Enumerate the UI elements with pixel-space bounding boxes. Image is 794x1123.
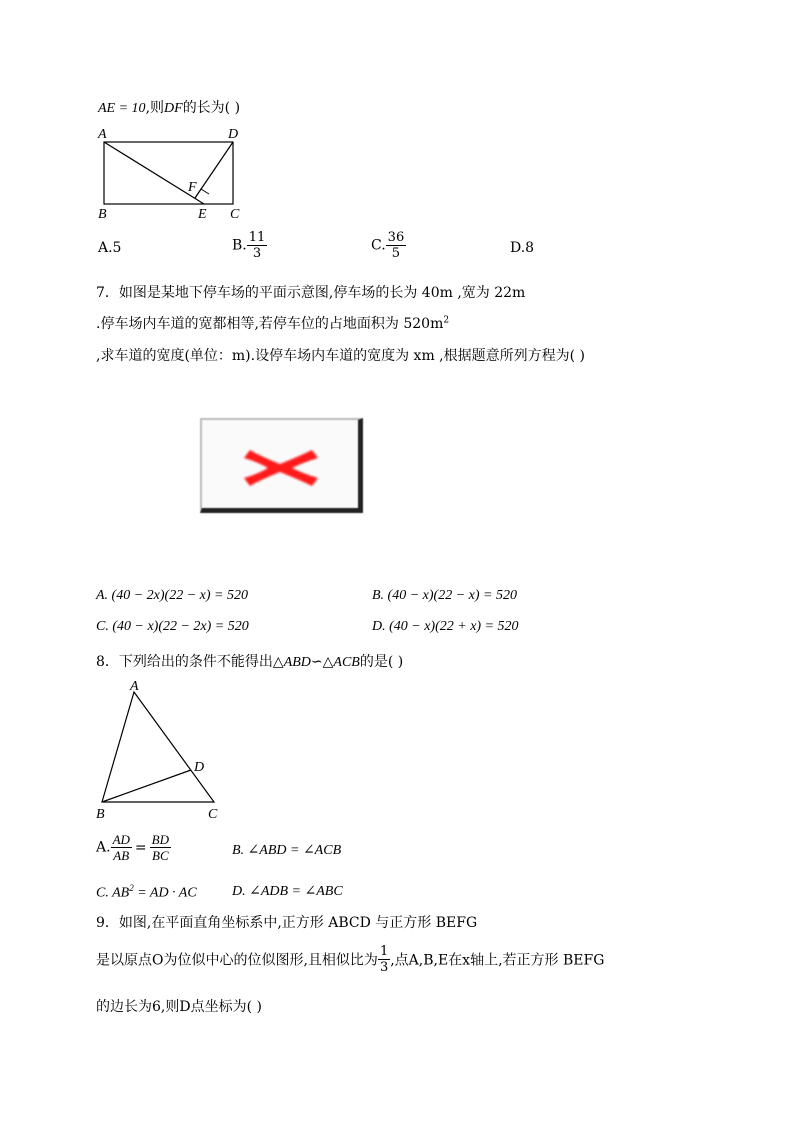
q8-option-a-prefix: A. bbox=[96, 839, 111, 856]
broken-image-x-icon bbox=[200, 418, 360, 510]
q9-ratio-fraction bbox=[378, 944, 390, 975]
q6-option-c-prefix: C. bbox=[371, 237, 386, 254]
q8-stem bbox=[96, 651, 403, 671]
fraction-numerator: BD bbox=[151, 832, 169, 847]
q8-option-c-prefix: C. AB bbox=[96, 885, 130, 901]
fraction-numerator: AD bbox=[112, 832, 130, 847]
q7-area-exponent: 2 bbox=[443, 315, 450, 326]
equals-sign: = bbox=[134, 839, 147, 856]
label-f: F bbox=[188, 180, 197, 195]
q6-option-c-fraction bbox=[386, 230, 407, 261]
q8-option-c[interactable] bbox=[96, 883, 197, 902]
q6-stem bbox=[98, 97, 240, 117]
q8-option-a-fraction-2 bbox=[150, 832, 171, 863]
segment-bd bbox=[102, 770, 191, 802]
q8-option-a[interactable] bbox=[96, 832, 171, 863]
q8-option-c-exponent: 2 bbox=[129, 883, 134, 893]
fraction-numerator: 11 bbox=[248, 230, 266, 245]
q6-option-b[interactable] bbox=[232, 230, 267, 261]
fraction-denominator: 3 bbox=[252, 246, 262, 261]
q9-line-2-suffix: ,点A,B,E在x轴上,若正方形 BEFG bbox=[390, 952, 605, 969]
right-angle-mark bbox=[195, 189, 209, 198]
q9-line-2-prefix: 是以原点O为位似中心的位似图形,且相似比为 bbox=[96, 952, 378, 969]
q9-line-1: 9．如图,在平面直角坐标系中,正方形 ABCD 与正方形 BEFG bbox=[96, 915, 478, 931]
q8-option-d[interactable]: D. ∠ADB = ∠ABC bbox=[232, 884, 343, 899]
fraction-denominator: 5 bbox=[391, 246, 401, 261]
q6-stem-length: 的长为( ) bbox=[182, 100, 241, 116]
label-a: A bbox=[98, 127, 107, 142]
fraction-denominator: AB bbox=[113, 848, 130, 863]
q8-option-b[interactable]: B. ∠ABD = ∠ACB bbox=[232, 843, 342, 858]
q7-line-2 bbox=[96, 313, 449, 333]
q6-option-b-fraction bbox=[247, 230, 268, 261]
fraction-denominator: BC bbox=[152, 848, 169, 863]
label-d: D bbox=[194, 760, 205, 775]
q6-option-b-prefix: B. bbox=[232, 237, 247, 254]
q7-option-b[interactable]: B. (40 − x)(22 − x) = 520 bbox=[372, 588, 517, 603]
label-a: A bbox=[130, 679, 139, 694]
q8-triangle-figure bbox=[90, 676, 230, 826]
q8-option-c-rest: = AD · AC bbox=[133, 885, 197, 901]
label-e: E bbox=[198, 207, 207, 222]
q7-option-a[interactable]: A. (40 − 2x)(22 − x) = 520 bbox=[96, 588, 248, 603]
q6-stem-df: DF bbox=[164, 101, 183, 116]
rectangle-abcd bbox=[104, 142, 233, 204]
q6-rectangle-figure bbox=[90, 124, 250, 224]
broken-image-placeholder bbox=[200, 418, 360, 510]
q8-stem-similarity: △ABD∽△ACB bbox=[272, 655, 360, 670]
q7-option-c[interactable]: C. (40 − x)(22 − 2x) = 520 bbox=[96, 619, 249, 634]
q7-option-d[interactable]: D. (40 − x)(22 + x) = 520 bbox=[372, 619, 519, 634]
q6-stem-then: ,则 bbox=[145, 100, 165, 116]
q8-stem-suffix: 的是( ) bbox=[359, 654, 404, 670]
red-x-shape bbox=[244, 450, 318, 486]
triangle-abc bbox=[102, 692, 214, 802]
q9-line-3: 的边长为6,则D点坐标为( ) bbox=[96, 999, 262, 1015]
label-b: B bbox=[96, 807, 105, 822]
q6-option-a[interactable]: A.5 bbox=[98, 240, 122, 256]
fraction-denominator: 3 bbox=[379, 960, 389, 975]
q6-option-c[interactable] bbox=[371, 230, 406, 261]
label-c: C bbox=[230, 207, 240, 222]
q7-line-3: ,求车道的宽度(单位：m).设停车场内车道的宽度为 xm ,根据题意所列方程为( ) bbox=[96, 348, 585, 364]
label-c: C bbox=[208, 807, 218, 822]
q7-line-2-text: .停车场内车道的宽都相等,若停车位的占地面积为 520m bbox=[96, 316, 444, 332]
fraction-numerator: 1 bbox=[379, 944, 389, 959]
q8-stem-prefix: 8．下列给出的条件不能得出 bbox=[96, 654, 273, 670]
label-b: B bbox=[98, 207, 107, 222]
fraction-numerator: 36 bbox=[387, 230, 405, 245]
q7-line-1: 7．如图是某地下停车场的平面示意图,停车场的长为 40m ,宽为 22m bbox=[96, 285, 526, 301]
q6-option-d[interactable]: D.8 bbox=[510, 240, 535, 256]
q9-line-2 bbox=[96, 944, 604, 975]
label-d: D bbox=[228, 127, 239, 142]
q6-stem-ae: AE = 10 bbox=[98, 101, 146, 116]
q8-option-a-fraction-1 bbox=[111, 832, 132, 863]
